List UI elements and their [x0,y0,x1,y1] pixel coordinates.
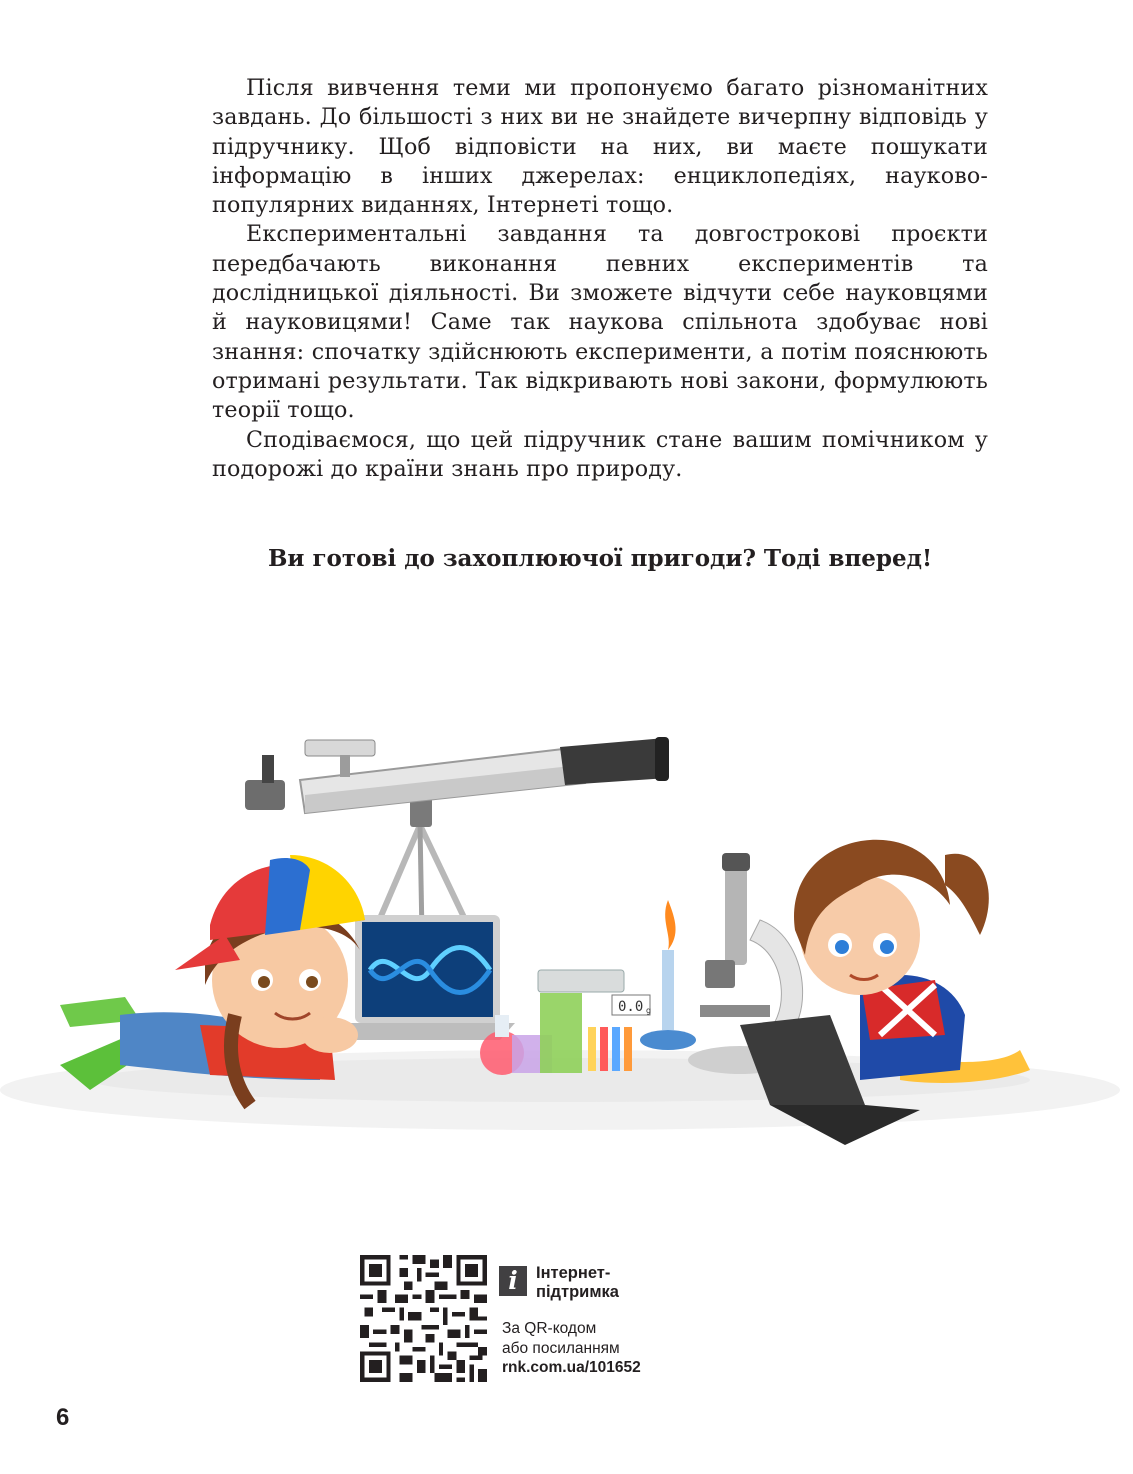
internet-support [360,1255,690,1385]
scale-unit: g [646,1006,652,1015]
support-title [536,1264,686,1302]
paragraph-2: Експериментальні завдання та довгострокові проєкти передбачають виконання певних експериментів та дослідницької діяльності. Ви зможете відчути себе науковцями й науковицями! Саме так наукова спільнота здобуває нові знання: спочатку здійснюють експерименти, а потім пояснюють отримані результати. Так відкривають нові закони, формулюють теорії тощо. [212,221,988,424]
call-to-action: Ви готові до захоплюючої пригоди? Тоді вперед! [267,545,933,572]
support-title-line1: Інтернет- [536,1264,611,1282]
bunsen-burner-icon [640,900,696,1050]
paragraph-1: Після вивчення теми ми пропонуємо багато різноманітних завдань. До більшості з них ви не знайдете вичерпну відповідь у підручнику. Щоб відповісти на них, ви маєте пошукати інформацію в інших джерелах: енциклопедіях, науково-популярних виданнях, Інтернеті тощо. [212,75,988,219]
support-line1: За QR-кодом [502,1320,597,1337]
girl-lying-icon [60,855,365,1105]
paragraph-3: Сподіваємося, що цей підручник стане вашим помічником у подорожі до країни знань про природу. [212,426,988,482]
kids-science-illustration [0,735,1133,1155]
support-text [502,1319,692,1378]
qr-code-icon[interactable] [360,1255,487,1382]
page-number: 6 [56,1404,70,1431]
info-icon: i [499,1266,527,1296]
support-line2: або посиланням [502,1339,620,1357]
support-title-line2: підтримка [536,1283,619,1301]
support-link[interactable]: rnk.com.ua/101652 [502,1359,641,1376]
body-text [212,74,988,484]
scale-display: 0.0 [618,999,644,1015]
lab-glassware-icon [480,970,651,1075]
laptop-dna-icon [340,915,515,1040]
